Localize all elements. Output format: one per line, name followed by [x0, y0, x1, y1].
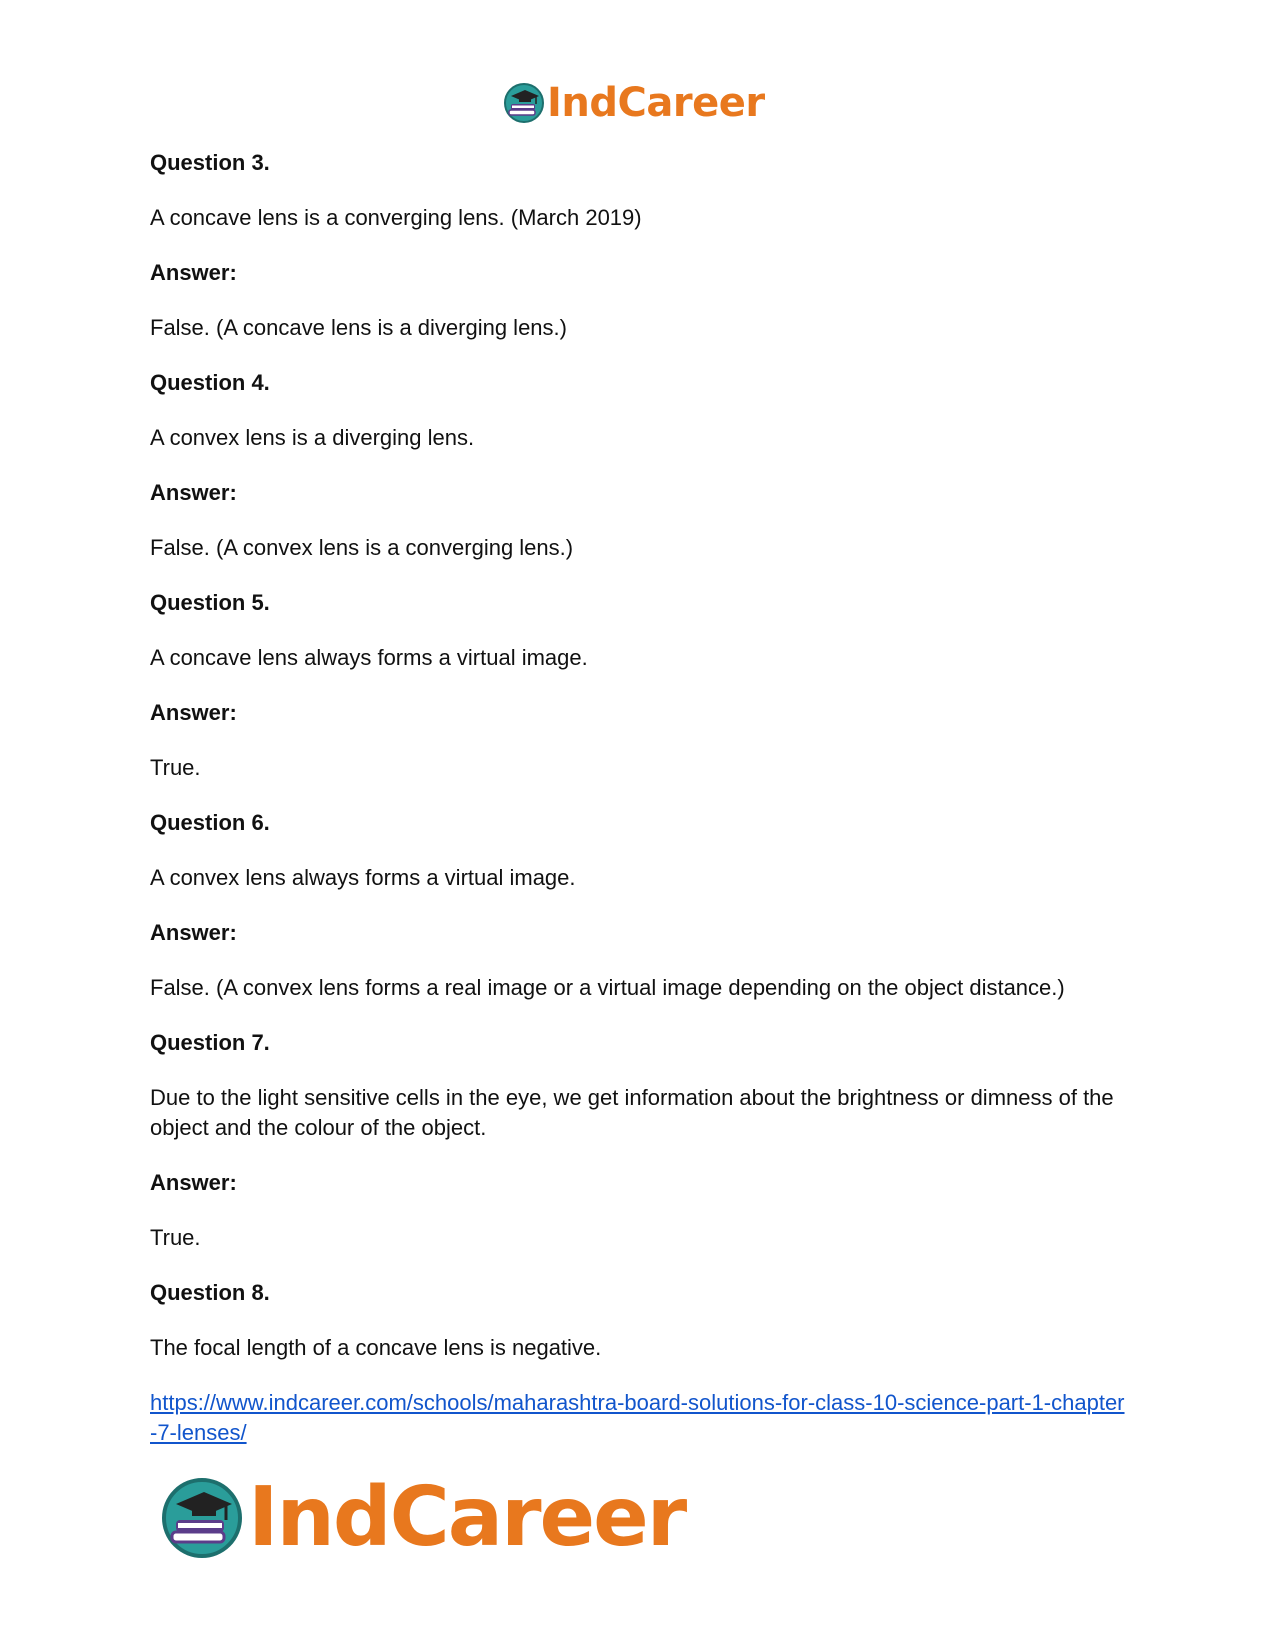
answer-text: False. (A convex lens forms a real image or a virtual image depending on the object distance.)	[150, 975, 1065, 1000]
answer-text: True.	[150, 1225, 201, 1250]
answer-label: Answer:	[150, 480, 237, 505]
question-title: Question 7.	[150, 1030, 270, 1055]
header-logo	[503, 78, 765, 128]
question-statement: The focal length of a concave lens is negative.	[150, 1335, 602, 1360]
question-statement: A convex lens always forms a virtual image.	[150, 865, 576, 890]
answer-text: False. (A concave lens is a diverging lens.)	[150, 315, 567, 340]
logo-wordmark: IndCareer	[547, 80, 765, 126]
graduation-cap-books-icon	[160, 1476, 244, 1560]
answer-text: True.	[150, 755, 201, 780]
question-title: Question 8.	[150, 1280, 270, 1305]
question-title: Question 3.	[150, 150, 270, 175]
question-title: Question 6.	[150, 810, 270, 835]
answer-label: Answer:	[150, 920, 237, 945]
answer-label: Answer:	[150, 260, 237, 285]
question-statement: A concave lens always forms a virtual image.	[150, 645, 588, 670]
logo-wordmark: IndCareer	[248, 1470, 686, 1565]
question-statement: A convex lens is a diverging lens.	[150, 425, 475, 450]
qa-content	[150, 148, 1130, 1448]
question-statement: A concave lens is a converging lens. (March 2019)	[150, 205, 642, 230]
answer-label: Answer:	[150, 700, 237, 725]
source-link[interactable]: https://www.indcareer.com/schools/maharashtra-board-solutions-for-class-10-science-part-1-chapter-7-lenses/	[150, 1390, 1125, 1445]
answer-text: False. (A convex lens is a converging lens.)	[150, 535, 574, 560]
question-title: Question 5.	[150, 590, 270, 615]
question-title: Question 4.	[150, 370, 270, 395]
answer-label: Answer:	[150, 1170, 237, 1195]
question-statement: Due to the light sensitive cells in the eye, we get information about the brightness or dimness of the object and the colour of the object.	[150, 1085, 1114, 1140]
graduation-cap-books-icon	[503, 82, 545, 124]
footer-logo	[160, 1468, 685, 1568]
